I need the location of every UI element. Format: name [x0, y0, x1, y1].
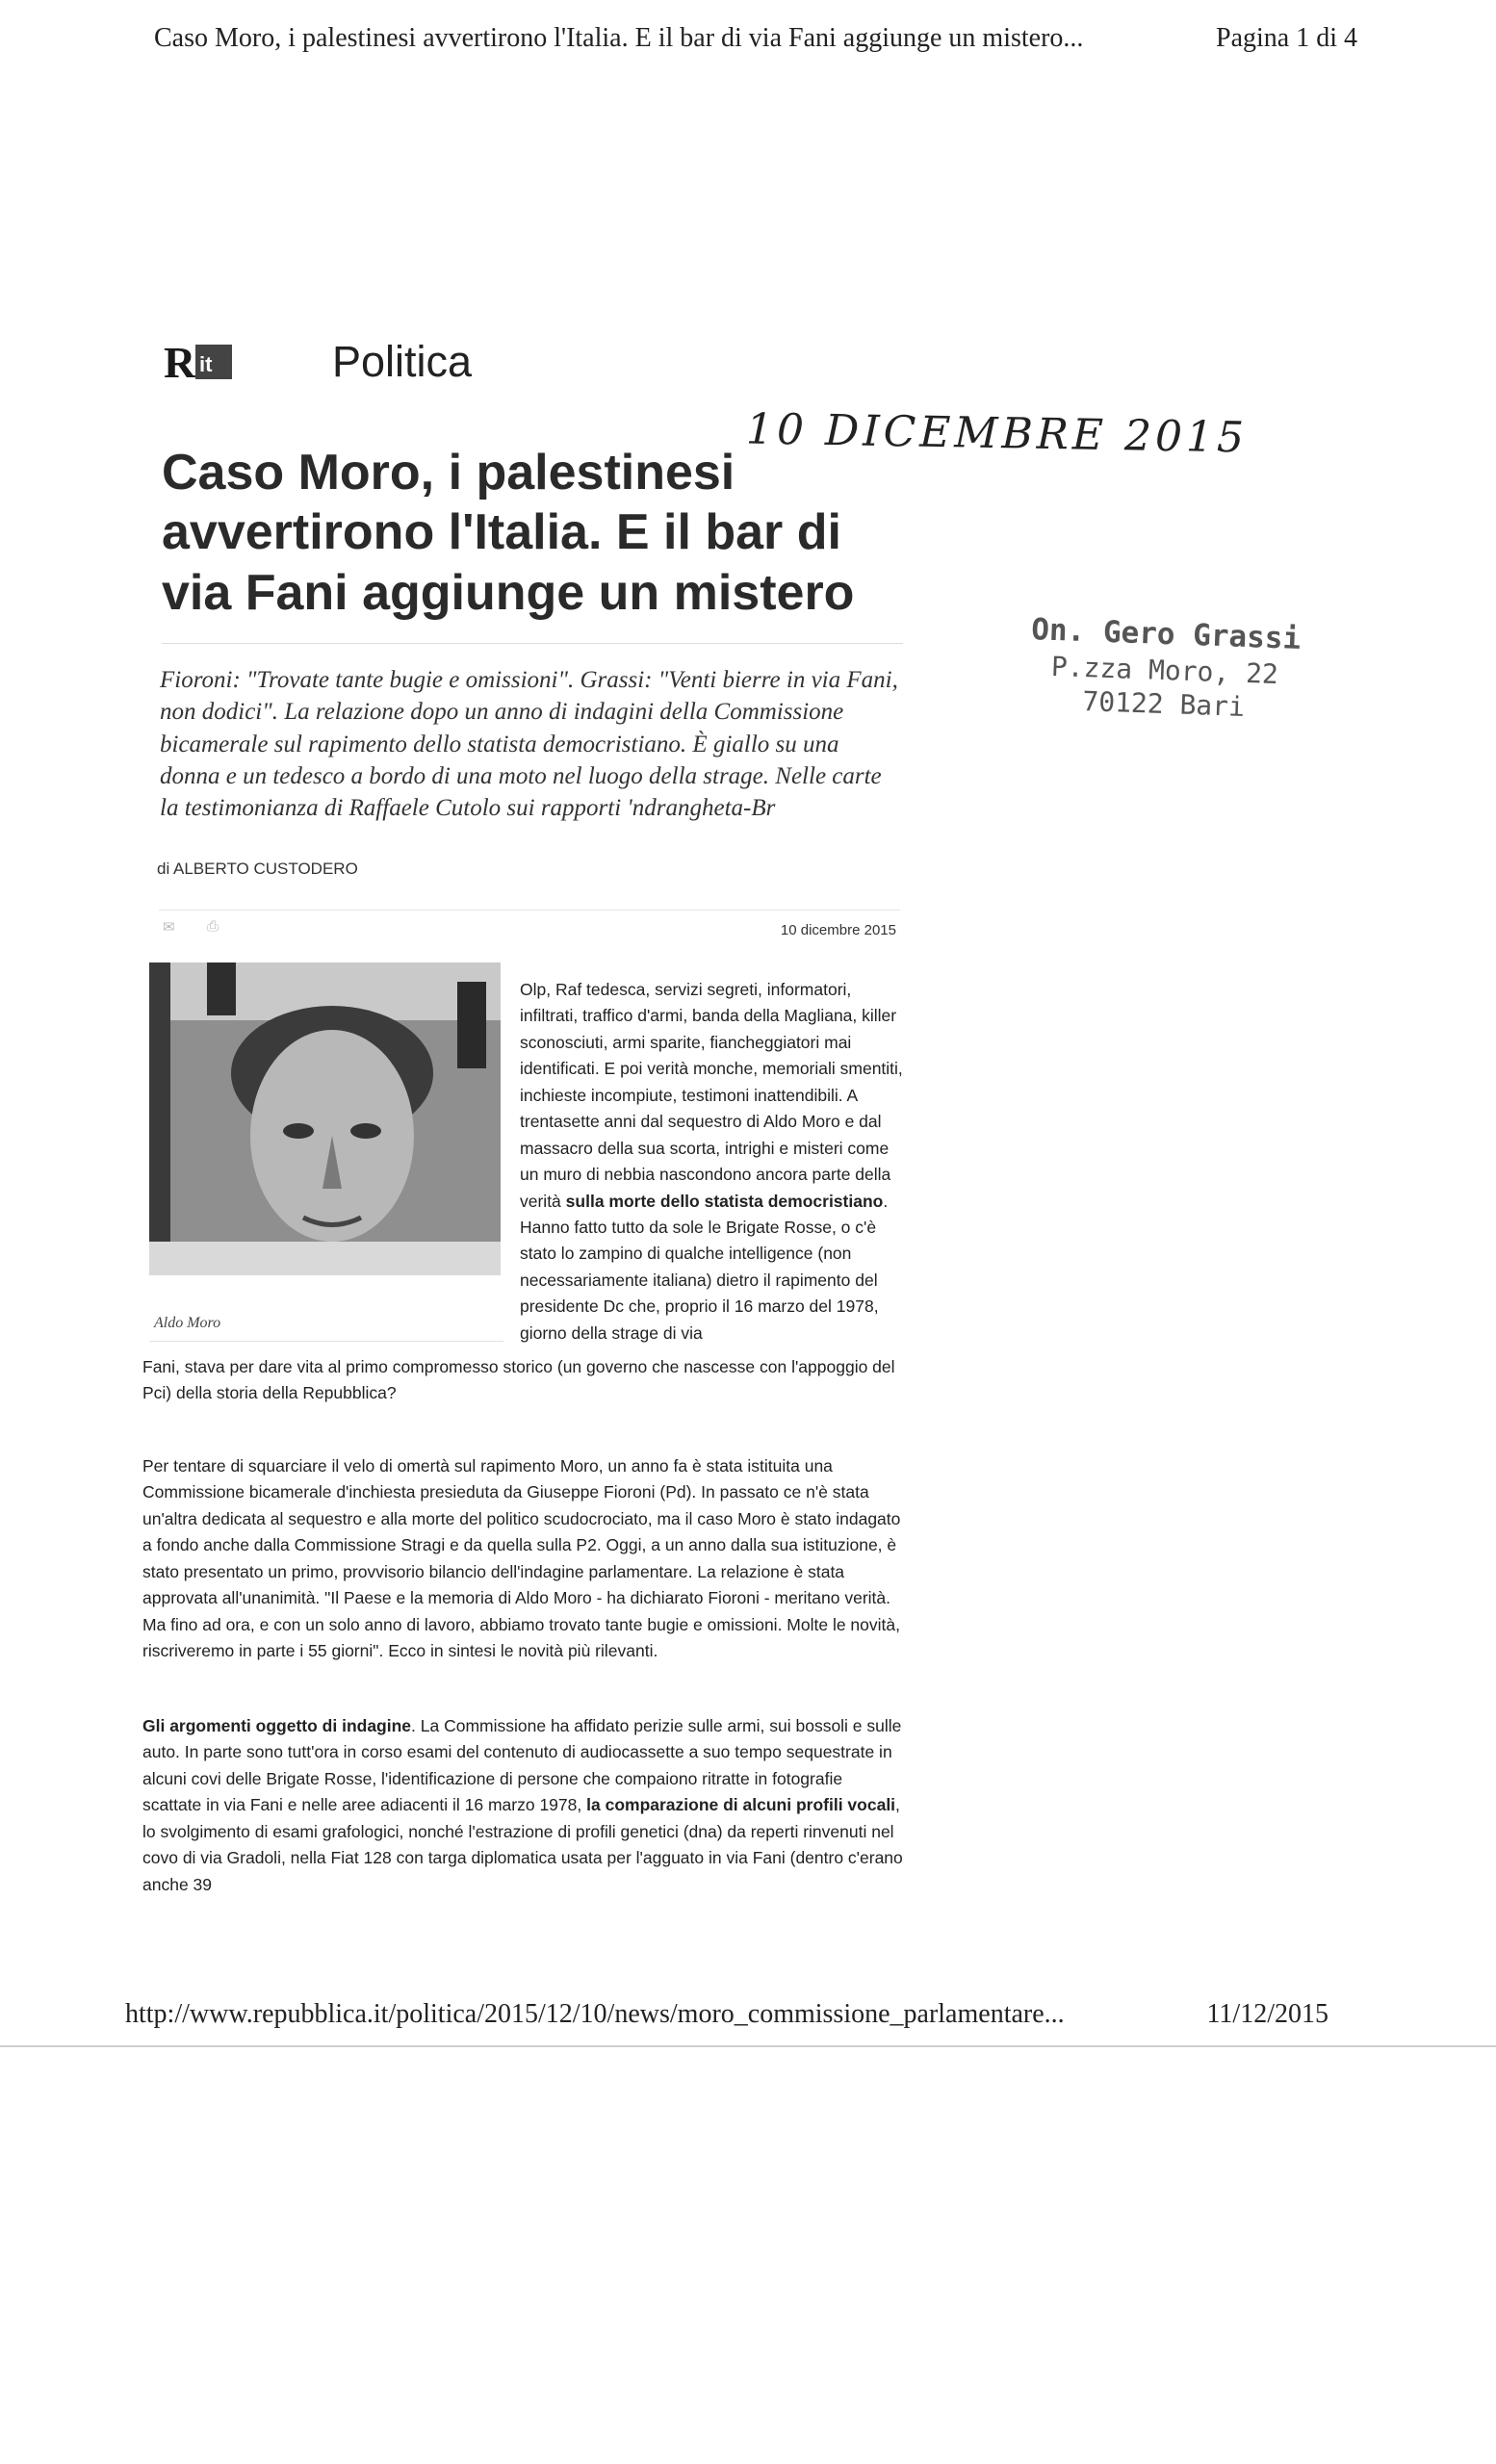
print-footer	[125, 1999, 1328, 2030]
handwritten-date: 10 DICEMBRE 2015	[745, 404, 1249, 463]
mail-icon[interactable]: ✉	[163, 919, 175, 936]
paragraph-3-part1: . La Commissione ha affidato perizie sulle armi, sui bossoli e sulle auto. In parte sono tutt'ora in corso esami del contenuto di audiocassette a suo tempo sequestrate in alcuni covi delle Brigate Rosse, l'identificazione di persone che compaiono ritratte in fotografie scattate in via Fani e nelle aree adiacenti il 16 marzo 1978,	[142, 1716, 902, 1815]
print-header	[154, 23, 1357, 54]
print-page-number: Pagina 1 di 4	[1216, 23, 1357, 53]
section-label[interactable]: Politica	[332, 337, 473, 386]
article-title: Caso Moro, i palestinesi avvertirono l'Italia. E il bar di via Fani aggiunge un mistero	[162, 445, 855, 621]
repubblica-logo[interactable]	[164, 337, 260, 385]
paragraph-3-heading: Gli argomenti oggetto di indagine	[142, 1716, 412, 1735]
photo-caption: Aldo Moro	[154, 1315, 221, 1331]
footer-date: 11/12/2015	[1206, 1999, 1328, 2029]
paragraph-3-link[interactable]: la comparazione di alcuni profili vocali	[586, 1795, 896, 1815]
address-stamp	[1019, 611, 1311, 726]
article-paragraph-1: Fani, stava per dare vita al primo compromesso storico (un governo che nascesse con l'appoggio del Pci) della storia della Repubblica?	[142, 1357, 895, 1403]
print-header-title: Caso Moro, i palestinesi avvertirono l'Italia. E il bar di via Fani aggiunge un mistero...	[154, 23, 1084, 53]
stamp-city: 70122 Bari	[1081, 684, 1246, 723]
aldo-moro-photo	[149, 962, 501, 1275]
byline: di ALBERTO CUSTODERO	[157, 860, 358, 878]
column-text-part1: Olp, Raf tedesca, servizi segreti, informatori, infiltrati, traffico d'armi, banda della Magliana, killer sconosciuti, armi sparite, fiancheggiatori mai identificati. E poi verità monche, memoriali smentiti, inchieste incompiute, testimoni inattendibili. A trentasette anni dal sequestro di Aldo Moro e dal massacro della sua scorta, intrighi e misteri come un muro di nebbia nascondono ancora parte della verità	[520, 980, 903, 1211]
caption-divider	[149, 1341, 503, 1342]
article-paragraph-2: Per tentare di squarciare il velo di omertà sul rapimento Moro, un anno fa è stata istituita una Commissione bicamerale d'inchiesta presieduta da Giuseppe Fioroni (Pd). In passato ce n'è stata un'altra dedicata al sequestro e alla morte del politico scudocrociato, ma il caso Moro è stato indagato a fondo anche dalla Commissione Stragi e da quella sulla P2. Oggi, a un anno dalla sua istituzione, è stato presentato un primo, provvisorio bilancio dell'indagine parlamentare. La relazione è stata approvata all'unanimità. "Il Paese e la memoria di Aldo Moro - ha dichiarato Fioroni - meritano verità. Ma fino ad ora, e con un solo anno di lavoro, abbiamo trovato tante bugie e omissioni. Molte le novità, riscriveremo in parte i 55 giorni". Ecco in sintesi le novità più rilevanti.	[142, 1456, 901, 1661]
print-icon[interactable]: ⎙	[207, 918, 219, 935]
stamp-name: On. Gero Grassi	[1030, 612, 1302, 656]
column-text-part2: . Hanno fatto tutto da sole le Brigate Rosse, o c'è stato lo zampino di qualche intelligence (non necessariamente italiana) dietro il rapimento del presidente Dc che, proprio il 16 marzo del 1978, giorno della strage di via	[520, 1191, 889, 1343]
page-bottom-rule	[0, 2045, 1496, 2047]
column-text-link[interactable]: sulla morte dello statista democristiano	[565, 1191, 884, 1211]
article-paragraph-3	[142, 1713, 903, 1898]
article-summary: Fioroni: "Trovate tante bugie e omissioni". Grassi: "Venti bierre in via Fani, non dodici". La relazione dopo un anno di indagini della Commissione bicamerale sul rapimento dello statista democristiano. È giallo su una donna e un tedesco a bordo di una moto nel luogo della strage. Nelle carte la testimonianza di Raffaele Cutolo sui rapporti 'ndrangheta-Br	[160, 667, 898, 821]
article-date: 10 dicembre 2015	[780, 922, 896, 938]
title-divider	[162, 643, 903, 644]
svg-text:R: R	[164, 338, 196, 385]
article-column-text	[520, 977, 905, 1347]
paragraph-3-part2: , lo svolgimento di esami grafologici, nonché l'estrazione di profili genetici (dna) da reperti rinvenuti nel covo di via Gradoli, nella Fiat 128 con targa diplomatica usata per l'agguato in via Fani (dentro c'erano anche 39	[142, 1795, 903, 1894]
footer-url[interactable]: http://www.repubblica.it/politica/2015/12/10/news/moro_commissione_parlamentare...	[125, 1999, 1065, 2029]
svg-text:it: it	[199, 352, 213, 376]
stamp-street: P.zza Moro, 22	[1050, 650, 1279, 690]
article-toolbar	[159, 910, 900, 941]
